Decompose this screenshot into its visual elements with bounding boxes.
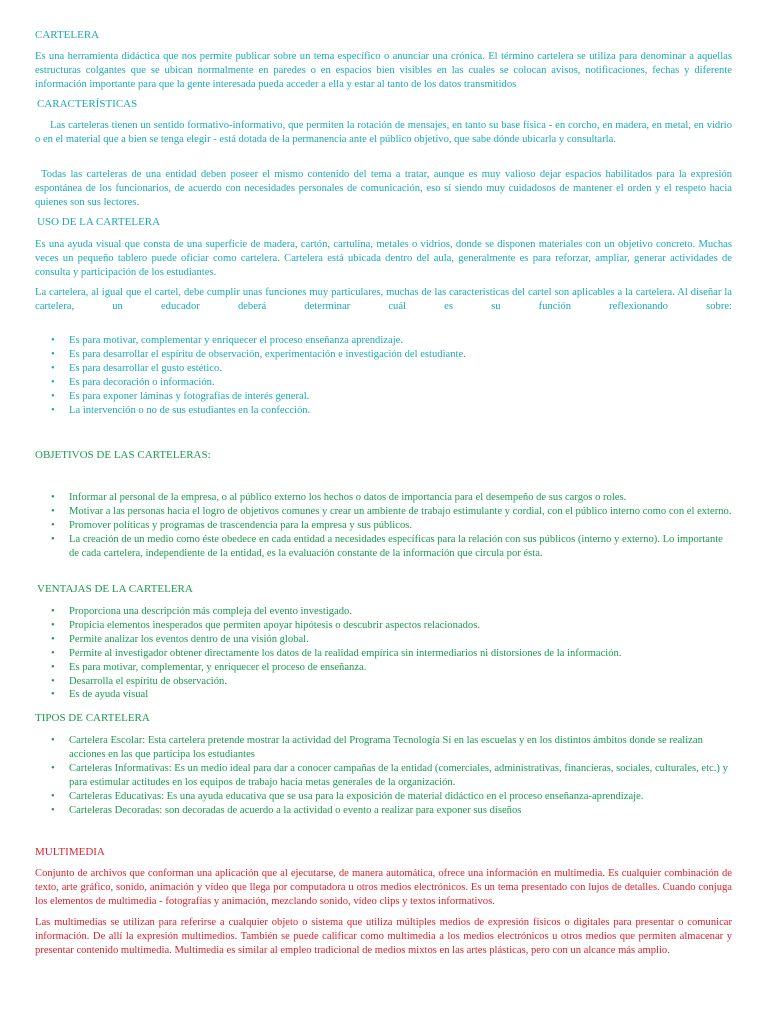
objetivos-heading: OBJETIVOS DE LAS CARTELERAS: <box>35 449 211 461</box>
bullet-icon: • <box>51 348 55 360</box>
bullet-icon: • <box>51 492 55 503</box>
bullet-icon: • <box>51 633 55 645</box>
list-item: • Desarrolla el espíritu de observación. <box>51 675 227 687</box>
list-item: • Es para exponer láminas y fotografías de interés general. <box>51 390 310 402</box>
list-item: • Motivar a las personas hacia el logro de objetivos comunes y crear un ambiente de trabajo estimulante y cordial, con el público interno como con el externo. <box>51 505 732 517</box>
caracteristicas-paragraph-2: Todas las carteleras de una entidad deben poseer el mismo contenido del tema a tratar, aunque es muy valioso dejar espacios habilitados para la expresión espontánea de los funcionarios, de acuerdo con necesidades personales de comunicación, eso sí siendo muy cuidadosos de mantener el orden y el respeto hacia quienes son sus lectores. <box>35 169 732 208</box>
list-item: • Promover políticas y programas de trascendencia para la empresa y sus públicos. <box>51 519 413 531</box>
list-item: • Carteleras Educativas: Es una ayuda educativa que se usa para la exposición de material didáctico en el proceso enseñanza-aprendizaje. <box>51 790 644 802</box>
bullet-icon: • <box>51 376 55 388</box>
list-item: • Cartelera Escolar: Esta cartelera pretende mostrar la actividad del Programa Tecnología Sí en las escuelas y en los distintos ámbitos donde se realizan acciones en las que participa los estudiantes <box>51 735 703 760</box>
tipos-bullet-list <box>35 734 732 817</box>
uso-paragraph-2: La cartelera, al igual que el cartel, debe cumplir unas funciones muy particulares, muchas de las características del cartel son aplicables a la cartelera. Al diseñar la cartelera, un educador deberá determinar cuál es su función reflexionando sobre: <box>35 287 732 312</box>
list-item: • Carteleras Decoradas: son decoradas de acuerdo a la actividad o evento a realizar para exponer sus diseños <box>51 804 522 816</box>
objetivos-bullet-list <box>35 491 732 561</box>
list-item: • Es de ayuda visual <box>51 689 149 701</box>
ventajas-bullet-list <box>35 605 732 702</box>
uso-heading: USO DE LA CARTELERA <box>37 216 161 228</box>
bullet-icon: • <box>51 689 55 701</box>
cartelera-heading: CARTELERA <box>35 29 100 41</box>
uso-paragraph-1: Es una ayuda visual que consta de una superficie de madera, cartón, cartulina, metales o vidrios, donde se disponen materiales con un objetivo concreto. Muchas veces un pequeño tablero puede oficiar como cartelera. Cartelera está ubicada dentro del aula, generalmente es para reforzar, ampliar, generar actividades de consulta y participación de los estudiantes. <box>35 239 732 278</box>
uso-bullet-list <box>35 334 732 417</box>
bullet-icon: • <box>51 362 55 374</box>
bullet-icon: • <box>51 762 55 774</box>
list-item: • Es para desarrollar el gusto estético. <box>51 362 222 374</box>
cartelera-paragraph: Es una herramienta didáctica que nos permite publicar sobre un tema específico o anunciar una crónica. El término cartelera se utiliza para denominar a aquellas estructuras colgantes que se ubican normalmente en paredes o en espacios bien visibles en las cuales se colocan avisos, notificaciones, fechas y diferente información importante para que la gente interesada pueda acceder a ella y estar al tanto de los datos transmitidos <box>35 51 732 90</box>
list-item: • La creación de un medio como éste obedece en cada entidad a necesidades específicas para la relación con sus públicos (interno y externo). Lo importante de cada cartelera, independiente de la entidad, es la evaluación constante de la información que circula por ésta. <box>51 533 723 559</box>
list-item: • Informar al personal de la empresa, o al público externo los hechos o datos de importancia para el desempeño de sus cargos o roles. <box>51 492 627 503</box>
bullet-icon: • <box>51 505 55 517</box>
bullet-icon: • <box>51 675 55 687</box>
bullet-icon: • <box>51 606 55 617</box>
bullet-icon: • <box>51 619 55 631</box>
list-item: • Es para desarrollar el espíritu de observación, experimentación e investigación del estudiante. <box>51 348 466 360</box>
caracteristicas-paragraph-1: Las carteleras tienen un sentido formativo-informativo, que permiten la rotación de mensajes, en tanto su base física - en corcho, en madera, en metal, en vidrio o en el material que a bien se tenga elegir - está dotada de la permanencia ante el público objetivo, que sabe dónde ubicarla y consultarla. <box>35 120 732 145</box>
bullet-icon: • <box>51 735 55 746</box>
bullet-icon: • <box>51 804 55 816</box>
list-item: • Es para decoración o información. <box>51 376 215 388</box>
bullet-icon: • <box>51 533 55 545</box>
multimedia-heading: MULTIMEDIA <box>35 846 105 858</box>
list-item: • Es para motivar, complementar y enriquecer el proceso enseñanza aprendizaje. <box>51 335 403 346</box>
multimedia-paragraph-1: Conjunto de archivos que conforman una aplicación que al ejecutarse, de manera automática, ofrece una información en multimedia. Es cualquier combinación de texto, arte gráfico, sonido, animación y vídeo que llega por computadora u otros medios electrónicos. Es un tema presentado con lujos de detalles. Cuando conjuga los elementos de multimedia - fotografías y animación, mezclando sonido, vídeo clips y textos informativos. <box>35 868 732 907</box>
bullet-icon: • <box>51 519 55 531</box>
ventajas-heading: VENTAJAS DE LA CARTELERA <box>37 583 193 595</box>
bullet-icon: • <box>51 335 55 346</box>
bullet-icon: • <box>51 661 55 673</box>
list-item: • Propicia elementos inesperados que permiten apoyar hipótesis o descubrir aspectos relacionados. <box>51 619 480 631</box>
list-item: • La intervención o no de sus estudiantes en la confección. <box>51 404 311 416</box>
list-item: • Es para motivar, complementar, y enriquecer el proceso de enseñanza. <box>51 661 367 673</box>
caracteristicas-heading: CARACTERÍSTICAS <box>37 98 138 110</box>
bullet-icon: • <box>51 390 55 402</box>
multimedia-paragraph-2: Las multimedias se utilizan para referirse a cualquier objeto o sistema que utiliza múltiples medios de expresión físicos o digitales para presentar o comunicar información. De allí la expresión multimedios. También se puede calificar como multimedia a los medios electrónicos u otros medios que permiten almacenar y presentar contenido multimedia. Multimedia es similar al empleo tradicional de medios mixtos en las artes plásticas, pero con un alcance más amplio. <box>35 917 732 956</box>
list-item: • Carteleras Informativas: Es un medio ideal para dar a conocer campañas de la entidad (comerciales, administrativas, financieras, sociales, culturales, etc.) y para estimular actitudes en los equipos de trabajo hacia metas generales de la organización. <box>51 762 728 788</box>
bullet-icon: • <box>51 404 55 416</box>
list-item: • Permite analizar los eventos dentro de una visión global. <box>51 633 309 645</box>
list-item: • Permite al investigador obtener directamente los datos de la realidad empírica sin intermediarios ni distorsiones de la información. <box>51 647 622 659</box>
tipos-heading: TIPOS DE CARTELERA <box>35 712 150 724</box>
list-item: • Proporciona una descripción más compleja del evento investigado. <box>51 606 353 617</box>
bullet-icon: • <box>51 647 55 659</box>
bullet-icon: • <box>51 790 55 802</box>
